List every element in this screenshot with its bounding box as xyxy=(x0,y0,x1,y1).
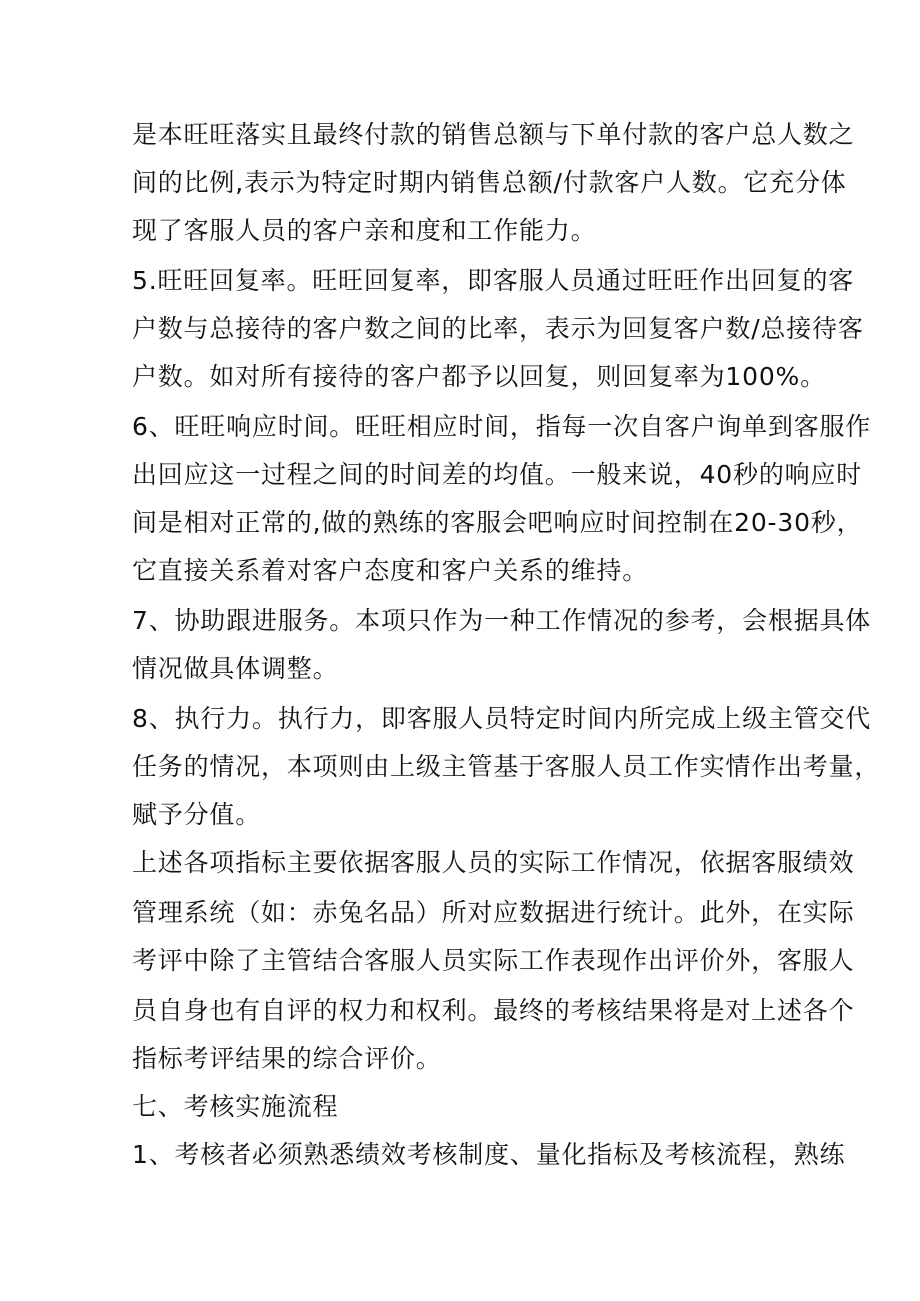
section-heading: 七、考核实施流程 xyxy=(132,1092,339,1121)
text-line: 它直接关系着对客户态度和客户关系的维持。 xyxy=(132,556,649,585)
text-line: 间的比例,表示为特定时期内销售总额/付款客户人数。它充分体 xyxy=(132,168,847,197)
text-line: 5.旺旺回复率。旺旺回复率，即客服人员通过旺旺作出回复的客 xyxy=(132,266,855,295)
text-line: 上述各项指标主要依据客服人员的实际工作情况，依据客服绩效 xyxy=(132,848,855,877)
text-line: 户数与总接待的客户数之间的比率，表示为回复客户数/总接待客 xyxy=(132,314,864,343)
text-line: 8、执行力。执行力，即客服人员特定时间内所完成上级主管交代 xyxy=(132,704,872,733)
text-line: 户数。如对所有接待的客户都予以回复，则回复率为100%。 xyxy=(132,362,826,391)
text-line: 任务的情况，本项则由上级主管基于客服人员工作实情作出考量， xyxy=(132,752,881,781)
text-line: 现了客服人员的客户亲和度和工作能力。 xyxy=(132,216,597,245)
text-line: 赋予分值。 xyxy=(132,800,262,829)
text-line: 1、考核者必须熟悉绩效考核制度、量化指标及考核流程，熟练 xyxy=(132,1140,846,1169)
text-line: 考评中除了主管结合客服人员实际工作表现作出评价外，客服人 xyxy=(132,946,855,975)
text-line: 6、旺旺响应时间。旺旺相应时间，指每一次自客户询单到客服作 xyxy=(132,412,872,441)
text-line: 情况做具体调整。 xyxy=(132,654,339,683)
text-line: 间是相对正常的,做的熟练的客服会吧响应时间控制在20-30秒， xyxy=(132,508,863,537)
text-line: 是本旺旺落实且最终付款的销售总额与下单付款的客户总人数之 xyxy=(132,120,855,149)
text-line: 指标考评结果的综合评价。 xyxy=(132,1044,442,1073)
text-line: 管理系统（如：赤兔名品）所对应数据进行统计。此外，在实际 xyxy=(132,898,855,927)
text-line: 7、协助跟进服务。本项只作为一种工作情况的参考，会根据具体 xyxy=(132,606,872,635)
text-line: 出回应这一过程之间的时间差的均值。一般来说，40秒的响应时 xyxy=(132,460,863,489)
text-line: 员自身也有自评的权力和权利。最终的考核结果将是对上述各个 xyxy=(132,996,855,1025)
